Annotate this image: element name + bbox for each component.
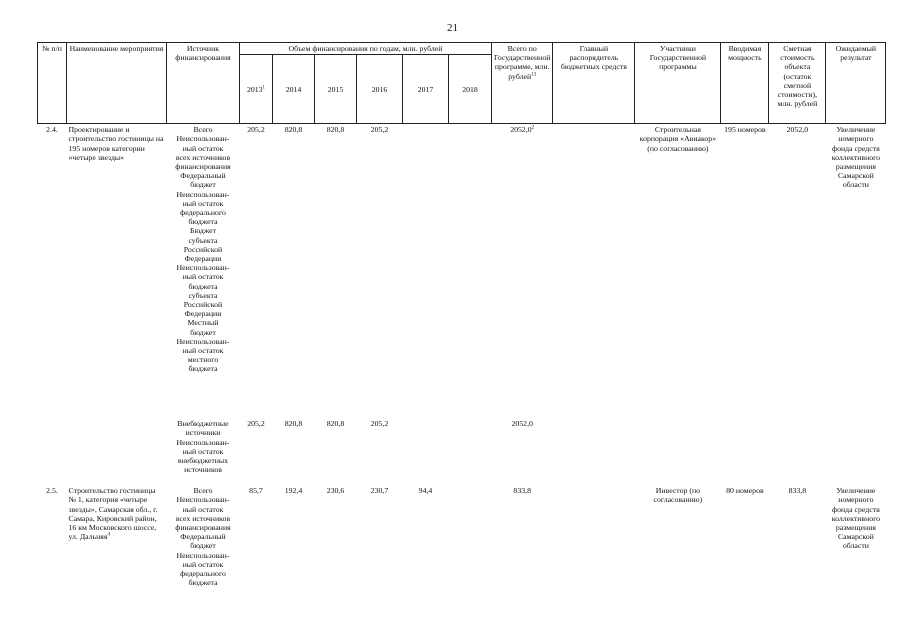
header-cost: Сметная стоимость объекта (остаток сметной стоимости), млн. рублей xyxy=(769,43,826,124)
value-cell: 205,2 xyxy=(247,419,265,429)
participants-cell: Строительная корпорация «Авиакор» (по согласованию) xyxy=(639,125,717,153)
table-row xyxy=(38,124,886,419)
capacity-cell: 80 номеров xyxy=(726,486,764,496)
value-cell xyxy=(449,478,492,588)
source-line: федерального xyxy=(180,208,226,218)
source-line: субъекта xyxy=(188,290,218,300)
source-line: ный остаток xyxy=(182,504,224,514)
source-line: бюджет xyxy=(190,180,216,190)
source-line: Неиспользован- xyxy=(176,189,230,199)
row-sources xyxy=(167,124,240,419)
capacity-cell: 195 номеров xyxy=(724,125,766,135)
value-cell: 205,2 xyxy=(370,419,389,429)
header-name: Наименование мероприятия xyxy=(67,43,167,124)
value-cell: 94,4 xyxy=(418,486,433,496)
page-number: 21 xyxy=(447,22,458,34)
source-line: Местный xyxy=(187,318,219,328)
table-row xyxy=(38,478,886,588)
header-participants: Участники Государственной программы xyxy=(635,43,721,124)
source-line: финансирования xyxy=(175,162,231,172)
source-line: ный остаток xyxy=(182,346,224,356)
value-cell: 192,4 xyxy=(284,486,303,496)
participants-cell: Инвестор (по согласованию) xyxy=(653,486,703,505)
source-line: Бюджет xyxy=(189,226,217,236)
header-year: 2014 xyxy=(273,55,315,124)
value-cell: 820,8 xyxy=(326,419,345,429)
header-total: Всего по Государственной программе, млн. рублей$^{13}$ xyxy=(492,43,553,124)
cost-cell: 833,8 xyxy=(788,486,807,496)
header-capacity: Вводимая мощность xyxy=(721,43,769,124)
total-cell: 833,8 xyxy=(513,486,531,496)
total-cell: 2052,0$^2$ xyxy=(510,125,535,135)
row-number: 2.4. xyxy=(46,125,58,135)
result-cell: Увеличение номерного фонда средств коллективного размещения Самарской области xyxy=(831,125,881,190)
header-year: 2018 xyxy=(449,55,492,124)
value-cell xyxy=(449,418,492,478)
manager-cell xyxy=(553,478,635,588)
value-cell: 205,2 xyxy=(370,125,389,135)
row-name: Строительство гостиницы № 1, категория «четыре звезды», Самарская обл., г. Самара, Кировский район, 16 км Московского шоссе, ул. Дальняя$^4$ xyxy=(68,486,158,542)
source-line: финансирования xyxy=(175,523,231,533)
source-line: всех источников xyxy=(175,152,231,162)
source-line: всех источников xyxy=(175,513,231,523)
source-line: ный остаток xyxy=(182,198,224,208)
cost-cell: 2052,0 xyxy=(786,125,809,135)
header-manager: Главный распорядитель бюджетных средств xyxy=(553,43,635,124)
header-year: 2015 xyxy=(315,55,357,124)
source-line: Внебюджетные xyxy=(177,419,229,429)
source-line: Российской xyxy=(183,244,223,254)
source-line: Федерации xyxy=(184,309,222,319)
row-sources xyxy=(167,418,240,478)
row-number: 2.5. xyxy=(46,486,58,496)
source-line: Неиспользован- xyxy=(176,336,230,346)
value-cell: 205,2 xyxy=(247,125,265,135)
program-table xyxy=(37,42,886,588)
source-line: Российской xyxy=(183,300,223,310)
header-result: Ожидаемый результат xyxy=(826,43,886,124)
value-cell xyxy=(449,124,492,419)
source-line: ный остаток xyxy=(182,559,224,569)
source-line: источников xyxy=(184,465,222,475)
value-cell: 820,8 xyxy=(284,419,303,429)
source-line: Федеральный xyxy=(180,532,226,542)
source-line: ный остаток xyxy=(182,446,224,456)
source-line: бюджет xyxy=(190,541,216,551)
header-year: 2017 xyxy=(403,55,449,124)
value-cell: 85,7 xyxy=(249,486,263,496)
value-cell xyxy=(403,418,449,478)
source-line: бюджета xyxy=(188,281,218,291)
total-cell: 2052,0 xyxy=(511,419,533,429)
value-cell: 230,7 xyxy=(370,486,389,496)
source-line: бюджета xyxy=(188,364,218,374)
source-line: Всего xyxy=(193,486,213,496)
value-cell: 820,8 xyxy=(326,125,345,135)
source-line: бюджета xyxy=(188,217,218,227)
value-cell: 230,6 xyxy=(326,486,345,496)
source-line: Неиспользован- xyxy=(176,263,230,273)
value-cell xyxy=(403,124,449,419)
header-num: № п/п xyxy=(38,43,67,124)
header-year: 2016 xyxy=(357,55,403,124)
source-line: бюджета xyxy=(188,578,218,588)
source-line: источники xyxy=(185,428,221,438)
source-line: внебюджетных xyxy=(177,456,229,466)
result-cell: Увеличение номерного фонда средств коллективного размещения Самарской области xyxy=(831,486,881,551)
source-line: субъекта xyxy=(188,235,218,245)
source-line: Неиспользован- xyxy=(176,437,230,447)
source-line: Федеральный xyxy=(180,171,226,181)
row-name: Проектирование и строительство гостиницы на 195 номеров категории «четыре звезды» xyxy=(68,125,164,162)
source-line: бюджет xyxy=(190,327,216,337)
source-line: Федерации xyxy=(184,254,222,264)
header-funding: Объем финансирования по годам, млн. рублей xyxy=(240,43,492,55)
source-line: ный остаток xyxy=(182,143,224,153)
source-line: Неиспользован- xyxy=(176,550,230,560)
header-year: 2013$^1$ xyxy=(240,55,273,124)
source-line: Неиспользован- xyxy=(176,495,230,505)
source-line: местного xyxy=(187,355,219,365)
source-line: Всего xyxy=(193,125,213,135)
row-sources xyxy=(167,478,240,588)
source-line: федерального xyxy=(180,569,226,579)
source-line: Неиспользован- xyxy=(176,134,230,144)
manager-cell xyxy=(553,124,635,479)
value-cell: 820,8 xyxy=(284,125,303,135)
source-line: ный остаток xyxy=(182,272,224,282)
header-source: Источник финансирования xyxy=(167,43,240,124)
